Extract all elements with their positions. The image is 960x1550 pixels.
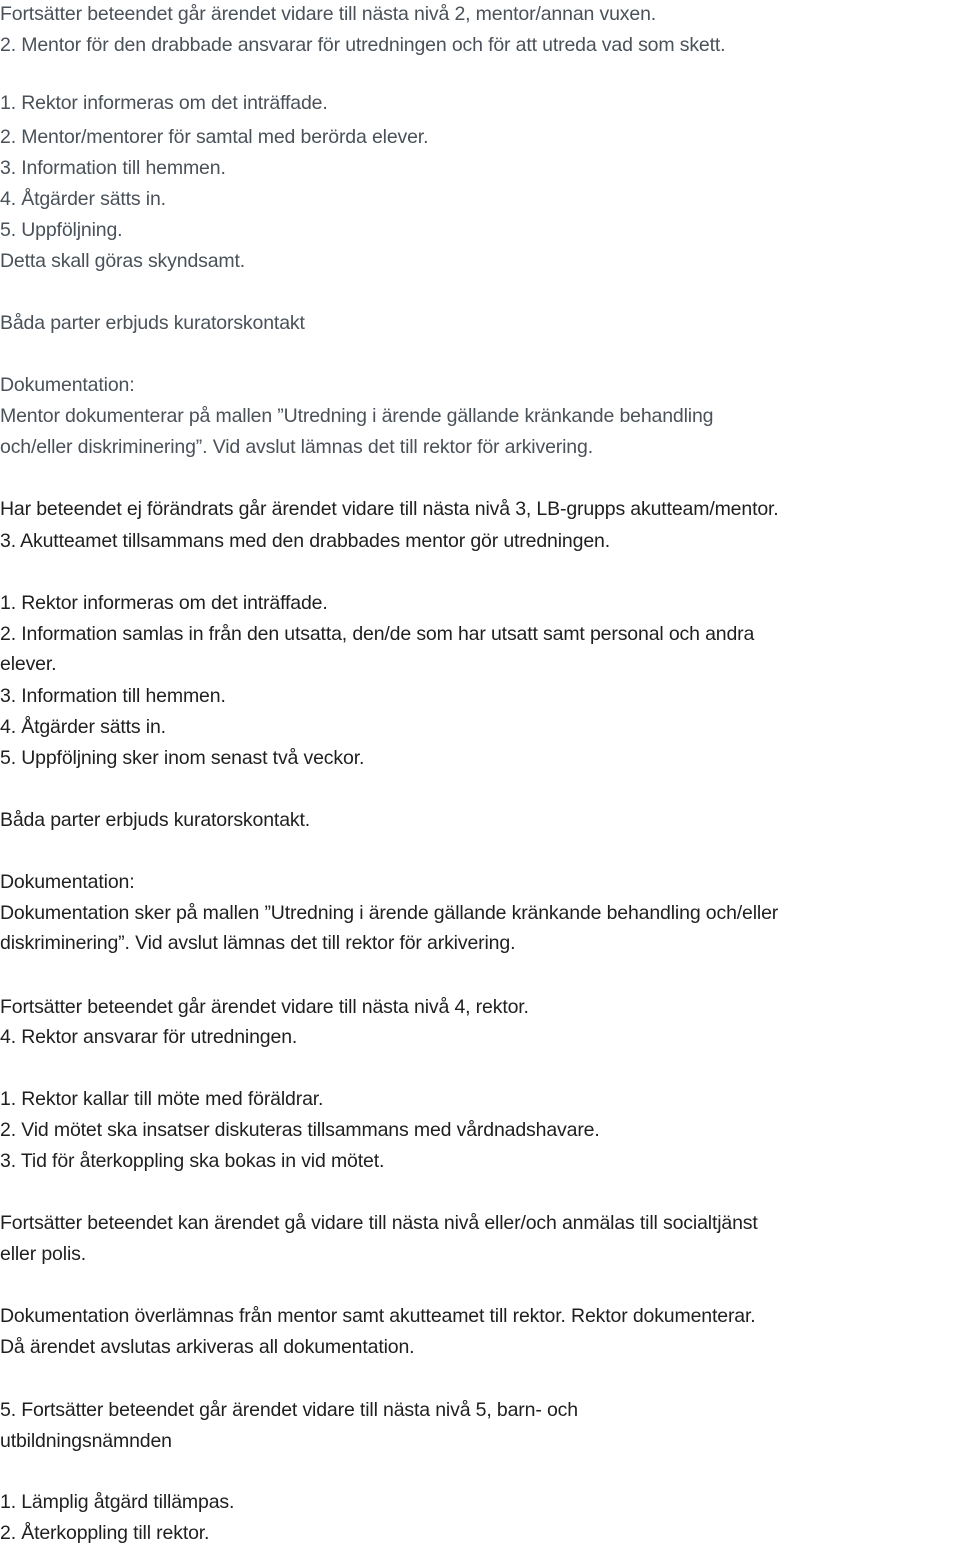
document-line: 5. Fortsätter beteendet går ärendet vidare till nästa nivå 5, barn- och [0,1399,578,1421]
document-line: Dokumentation: [0,871,135,893]
document-line: 2. Mentor/mentorer för samtal med berörda elever. [0,126,429,148]
document-line: Fortsätter beteendet går ärendet vidare till nästa nivå 2, mentor/annan vuxen. [0,3,657,25]
document-line: Båda parter erbjuds kuratorskontakt. [0,809,311,831]
document-line: 1. Rektor informeras om det inträffade. [0,92,328,114]
document-line: 3. Information till hemmen. [0,685,226,707]
document-line: Mentor dokumenterar på mallen ”Utredning i ärende gällande kränkande behandling [0,405,714,427]
document-line: Då ärendet avslutas arkiveras all dokumentation. [0,1336,415,1358]
document-line: Dokumentation sker på mallen ”Utredning i ärende gällande kränkande behandling och/eller [0,902,779,924]
document-line: Har beteendet ej förändrats går ärendet vidare till nästa nivå 3, LB-grupps akutteam/mentor. [0,498,779,520]
document-line: Fortsätter beteendet kan ärendet gå vidare till nästa nivå eller/och anmälas till socialtjänst [0,1212,758,1234]
document-line: 3. Information till hemmen. [0,157,226,179]
document-line: 4. Åtgärder sätts in. [0,188,166,210]
document-line: elever. [0,653,57,675]
document-line: 5. Uppföljning. [0,219,123,241]
document-line: 5. Uppföljning sker inom senast två veckor. [0,747,365,769]
document-line: 1. Rektor kallar till möte med föräldrar. [0,1088,324,1110]
document-line: Fortsätter beteendet går ärendet vidare till nästa nivå 4, rektor. [0,996,529,1018]
document-line: 2. Återkoppling till rektor. [0,1522,210,1544]
document-line: 3. Akutteamet tillsammans med den drabbades mentor gör utredningen. [0,530,610,552]
document-line: 2. Information samlas in från den utsatta, den/de som har utsatt samt personal och andra [0,623,755,645]
document-line: 1. Rektor informeras om det inträffade. [0,592,328,614]
document-line: Dokumentation: [0,374,135,396]
document-line: 2. Mentor för den drabbade ansvarar för utredningen och för att utreda vad som skett. [0,34,726,56]
document-line: och/eller diskriminering”. Vid avslut lämnas det till rektor för arkivering. [0,436,593,458]
document-line: 4. Åtgärder sätts in. [0,716,166,738]
document-line: 2. Vid mötet ska insatser diskuteras tillsammans med vårdnadshavare. [0,1119,600,1141]
document-line: 4. Rektor ansvarar för utredningen. [0,1026,298,1048]
document-line: 3. Tid för återkoppling ska bokas in vid mötet. [0,1150,385,1172]
document-line: utbildningsnämnden [0,1430,172,1452]
document-line: Båda parter erbjuds kuratorskontakt [0,312,305,334]
document-line: Detta skall göras skyndsamt. [0,250,246,272]
document-line: Dokumentation överlämnas från mentor samt akutteamet till rektor. Rektor dokumenterar. [0,1305,756,1327]
document-line: eller polis. [0,1243,86,1265]
document-line: diskriminering”. Vid avslut lämnas det till rektor för arkivering. [0,932,516,954]
document-line: 1. Lämplig åtgärd tillämpas. [0,1491,235,1513]
